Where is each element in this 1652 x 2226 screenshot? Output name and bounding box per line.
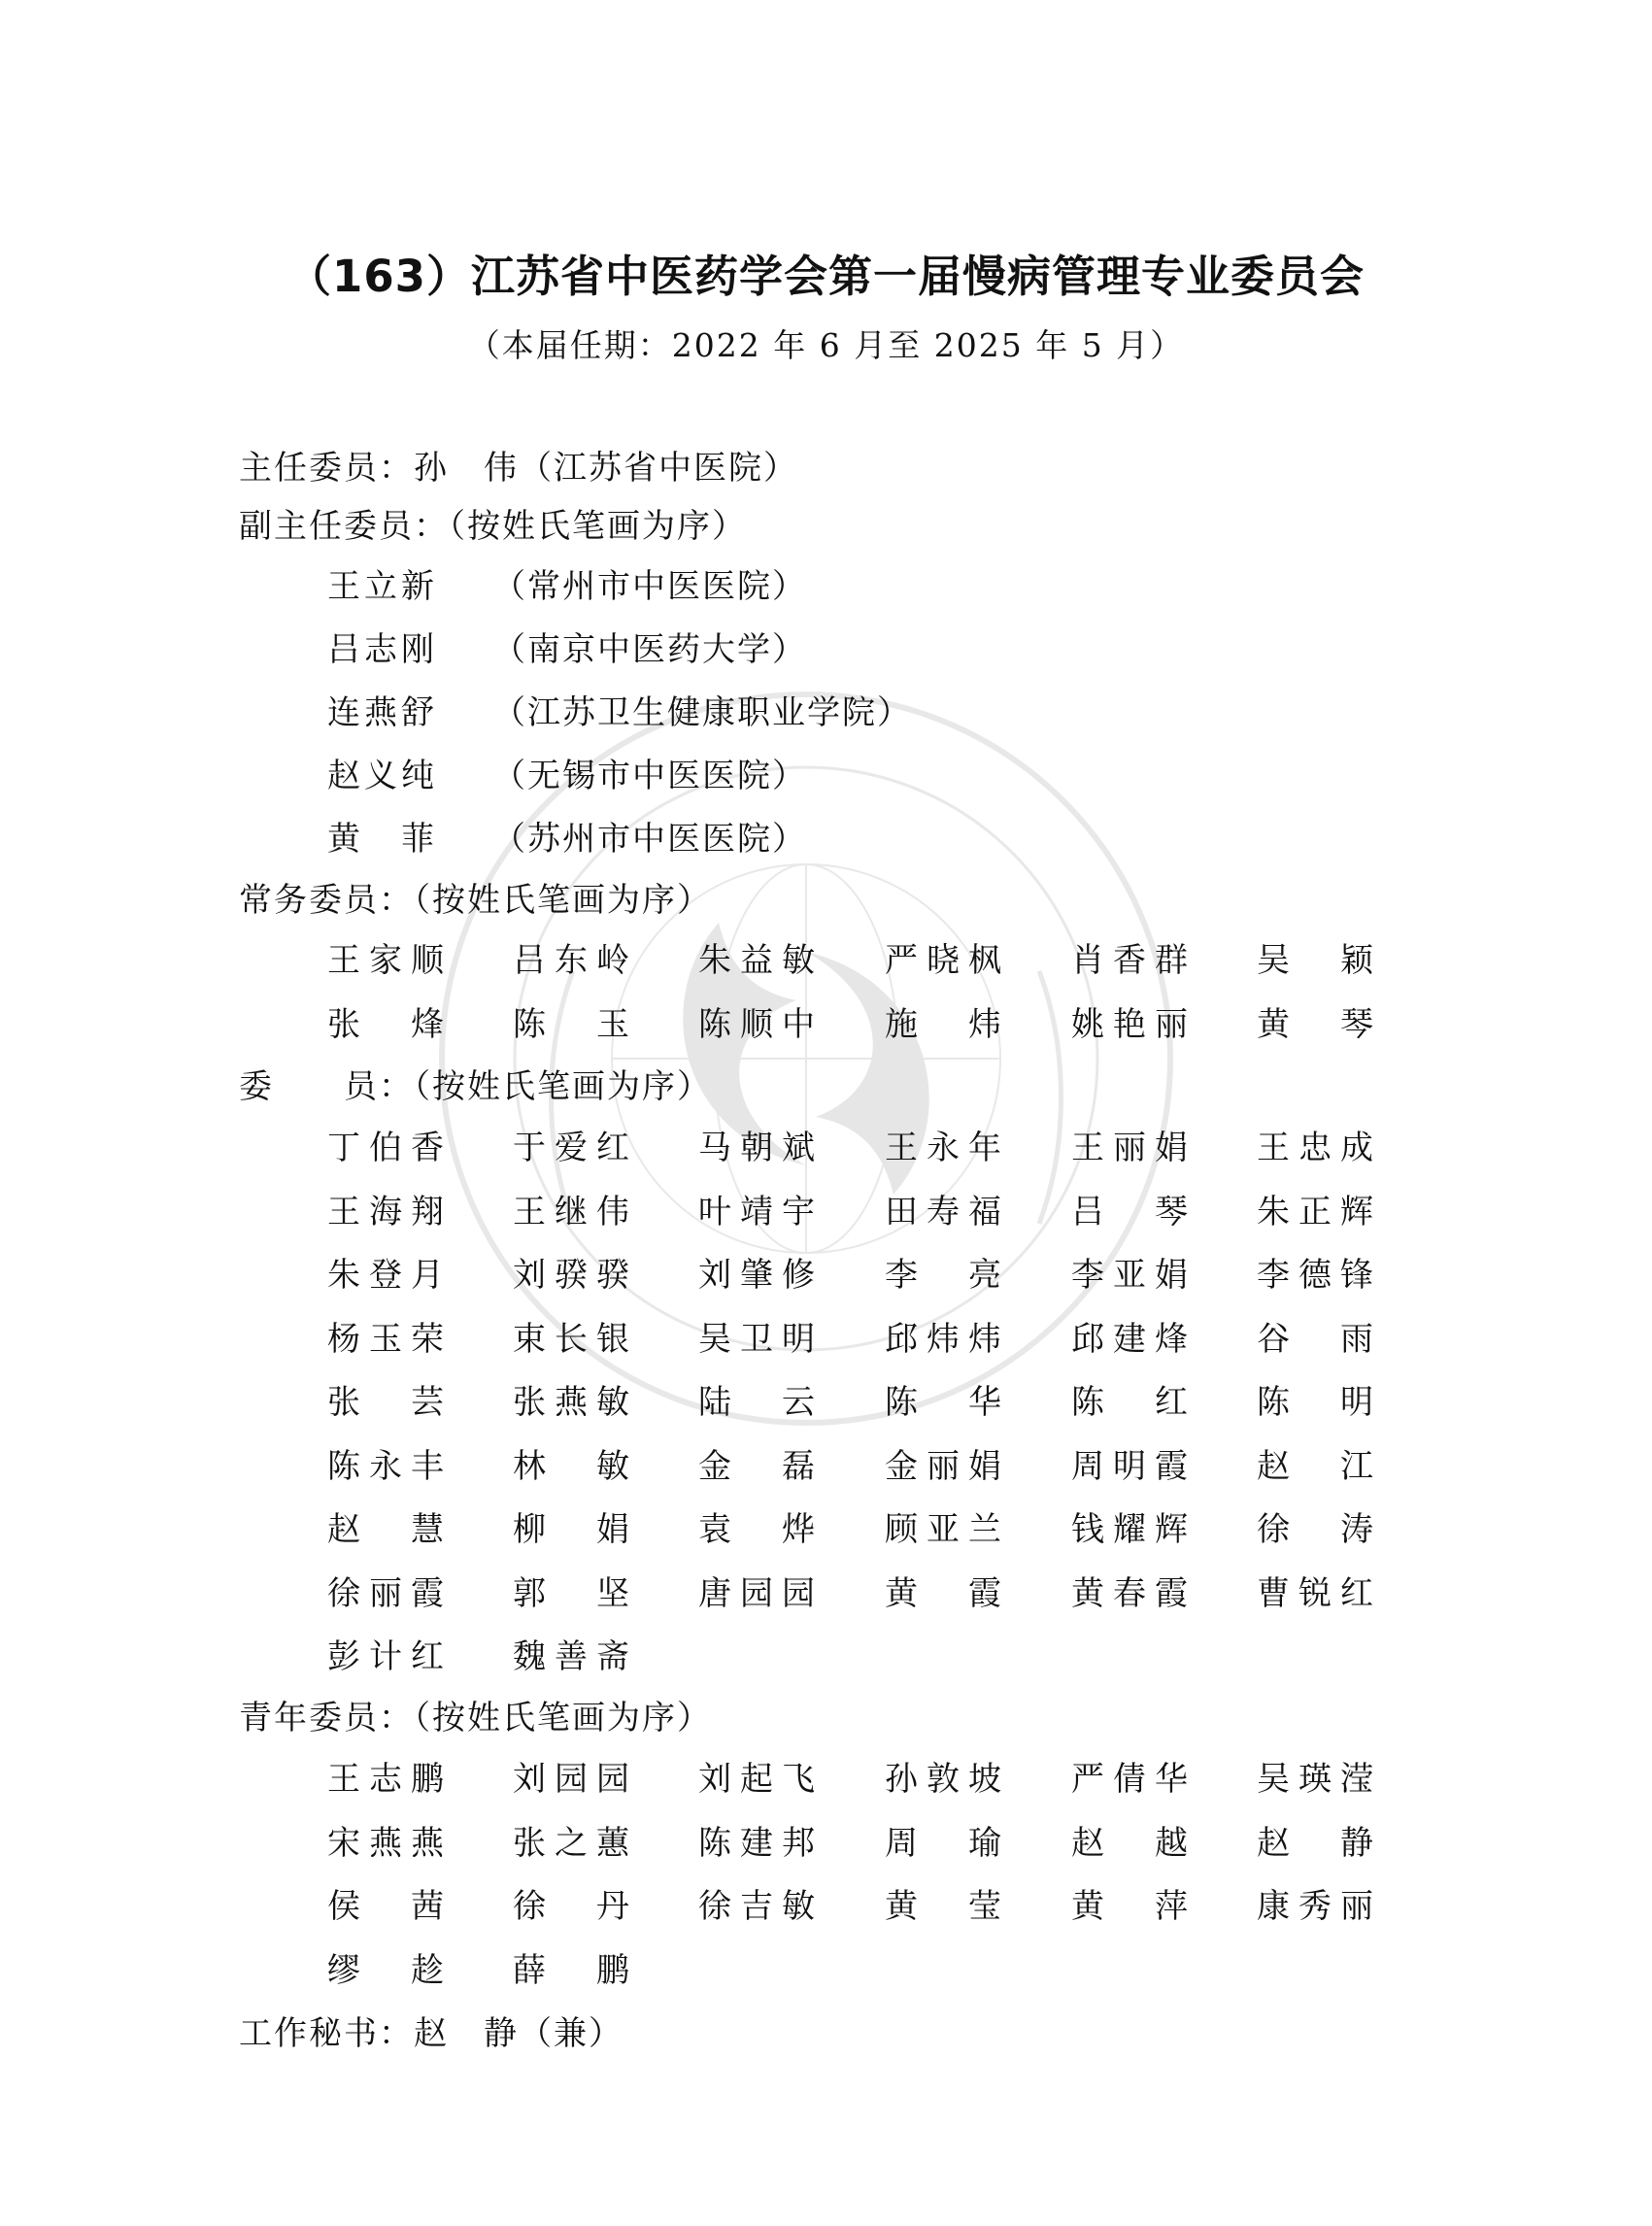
member-name: 张 烽 <box>327 1004 444 1044</box>
vice-directors-label: 副主任委员：（按姓氏笔画为序） <box>239 507 747 546</box>
member-name: 黄 春 霞 <box>1071 1573 1188 1613</box>
member-name: 王 海 翔 <box>327 1192 444 1231</box>
member-name: 刘 肇 修 <box>698 1256 815 1295</box>
member-name: 吕 东 岭 <box>513 941 629 980</box>
member-name: 金 丽 娟 <box>885 1446 1001 1486</box>
member-name: 薛 鹏 <box>513 1950 629 1990</box>
name-row <box>327 1885 1396 1949</box>
member-name: 严 晓 枫 <box>885 941 1001 980</box>
vice-director-name: 连燕舒 <box>327 693 438 732</box>
vice-director-row <box>327 691 912 734</box>
member-name: 朱 益 敏 <box>698 941 815 980</box>
member-name: 彭 计 红 <box>327 1637 444 1676</box>
member-name: 陈 华 <box>885 1383 1001 1422</box>
vice-director-org: （常州市中医医院） <box>492 567 807 606</box>
member-name: 林 敏 <box>513 1446 629 1486</box>
member-name: 赵 静 <box>1257 1823 1373 1863</box>
member-name: 金 磊 <box>698 1446 815 1486</box>
member-name: 张 芸 <box>327 1383 444 1422</box>
member-name: 赵 越 <box>1071 1823 1188 1863</box>
member-name: 李 亮 <box>885 1256 1001 1295</box>
member-name: 袁 烨 <box>698 1510 815 1549</box>
member-name: 柳 娟 <box>513 1510 629 1549</box>
vice-director-org: （无锡市中医医院） <box>492 757 807 795</box>
member-name: 周 瑜 <box>885 1823 1001 1863</box>
member-name: 陈 明 <box>1257 1383 1373 1422</box>
name-row <box>327 1445 1396 1509</box>
member-name: 陆 云 <box>698 1383 815 1422</box>
name-row <box>327 1949 1396 2013</box>
youth-members-grid <box>327 1758 1396 2012</box>
member-name: 周 明 霞 <box>1071 1446 1188 1486</box>
member-name: 王 忠 成 <box>1257 1129 1373 1167</box>
member-name: 王 继 伟 <box>513 1192 629 1231</box>
member-name: 黄 琴 <box>1257 1004 1373 1044</box>
member-name: 吴 瑛 滢 <box>1257 1760 1373 1799</box>
member-name: 张 之 蕙 <box>513 1823 629 1863</box>
members-grid <box>327 1127 1396 1700</box>
member-name: 黄 莹 <box>885 1887 1001 1926</box>
member-name: 杨 玉 荣 <box>327 1319 444 1359</box>
member-name: 刘 起 飞 <box>698 1760 815 1799</box>
member-name: 郭 坚 <box>513 1573 629 1613</box>
vice-director-name: 王立新 <box>327 567 438 606</box>
member-name: 宋 燕 燕 <box>327 1823 444 1863</box>
name-row <box>327 1758 1396 1822</box>
name-row <box>327 1254 1396 1318</box>
member-name: 王 志 鹏 <box>327 1760 444 1799</box>
youth-members-label: 青年委员：（按姓氏笔画为序） <box>239 1699 712 1737</box>
name-row <box>327 1572 1396 1636</box>
director-name: 孙 伟 <box>414 449 519 488</box>
member-name: 徐 丹 <box>513 1887 629 1926</box>
name-row <box>327 1191 1396 1255</box>
member-name: 谷 雨 <box>1257 1319 1373 1359</box>
member-name: 陈 顺 中 <box>698 1004 815 1044</box>
member-name: 吴 颖 <box>1257 941 1373 980</box>
standing-members-label: 常务委员：（按姓氏笔画为序） <box>239 881 712 920</box>
member-name: 李 亚 娟 <box>1071 1256 1188 1295</box>
member-name: 徐 吉 敏 <box>698 1887 815 1926</box>
name-row <box>327 1318 1396 1382</box>
member-name: 于 爱 红 <box>513 1129 629 1167</box>
vice-director-row <box>327 565 807 608</box>
member-name: 陈 建 邦 <box>698 1823 815 1863</box>
member-name: 李 德 锋 <box>1257 1256 1373 1295</box>
member-name: 黄 萍 <box>1071 1887 1188 1926</box>
member-name: 田 寿 福 <box>885 1192 1001 1231</box>
member-name: 吕 琴 <box>1071 1192 1188 1231</box>
member-name: 刘 园 园 <box>513 1760 629 1799</box>
member-name: 王 永 年 <box>885 1129 1001 1167</box>
name-row <box>327 939 1396 1003</box>
member-name: 叶 靖 宇 <box>698 1192 815 1231</box>
member-name: 严 倩 华 <box>1071 1760 1188 1799</box>
term-subtitle: （本届任期：2022 年 6 月至 2025 年 5 月） <box>467 326 1185 364</box>
name-row <box>327 1636 1396 1700</box>
vice-director-name: 吕志刚 <box>327 630 438 669</box>
member-name: 王 家 顺 <box>327 941 444 980</box>
member-name: 王 丽 娟 <box>1071 1129 1188 1167</box>
member-name: 束 长 银 <box>513 1319 629 1359</box>
member-name: 朱 正 辉 <box>1257 1192 1373 1231</box>
member-name: 丁 伯 香 <box>327 1129 444 1167</box>
member-name: 邱 炜 炜 <box>885 1319 1001 1359</box>
member-name: 陈 永 丰 <box>327 1446 444 1486</box>
vice-director-org: （江苏卫生健康职业学院） <box>492 693 912 732</box>
member-name: 钱 耀 辉 <box>1071 1510 1188 1549</box>
member-name: 陈 红 <box>1071 1383 1188 1422</box>
member-name: 邱 建 烽 <box>1071 1319 1188 1359</box>
name-row <box>327 1003 1396 1067</box>
member-name: 徐 丽 霞 <box>327 1573 444 1613</box>
name-row <box>327 1508 1396 1572</box>
member-name: 曹 锐 红 <box>1257 1573 1373 1613</box>
standing-members-grid <box>327 939 1396 1066</box>
name-row <box>327 1127 1396 1191</box>
member-name: 魏 善 斋 <box>513 1637 629 1676</box>
member-name: 朱 登 月 <box>327 1256 444 1295</box>
member-name: 马 朝 斌 <box>698 1129 815 1167</box>
document-title: （163）江苏省中医药学会第一届慢病管理专业委员会 <box>287 251 1365 302</box>
member-name: 孙 敦 坡 <box>885 1760 1001 1799</box>
member-name: 顾 亚 兰 <box>885 1510 1001 1549</box>
member-name: 徐 涛 <box>1257 1510 1373 1549</box>
secretary-line <box>239 2012 624 2055</box>
member-name: 陈 玉 <box>513 1004 629 1044</box>
vice-director-org: （南京中医药大学） <box>492 630 807 669</box>
member-name: 张 燕 敏 <box>513 1383 629 1422</box>
secretary-name: 赵 静 <box>414 2014 519 2053</box>
director-label: 主任委员： <box>239 449 414 488</box>
director-org: （江苏省中医院） <box>519 449 798 488</box>
member-name: 刘 骙 骙 <box>513 1256 629 1295</box>
secretary-label: 工作秘书： <box>239 2014 414 2053</box>
member-name: 赵 江 <box>1257 1446 1373 1486</box>
member-name: 缪 趁 <box>327 1950 444 1990</box>
vice-director-name: 黄 菲 <box>327 820 438 859</box>
member-name: 侯 茜 <box>327 1887 444 1926</box>
member-name: 姚 艳 丽 <box>1071 1004 1188 1044</box>
member-name: 唐 园 园 <box>698 1573 815 1613</box>
vice-director-row <box>327 628 807 671</box>
vice-director-row <box>327 818 807 860</box>
secretary-note: （兼） <box>519 2014 624 2053</box>
member-name: 吴 卫 明 <box>698 1319 815 1359</box>
director-line <box>239 447 798 489</box>
member-name: 施 炜 <box>885 1004 1001 1044</box>
vice-director-name: 赵义纯 <box>327 757 438 795</box>
members-label: 委 员：（按姓氏笔画为序） <box>239 1067 712 1106</box>
member-name: 康 秀 丽 <box>1257 1887 1373 1926</box>
member-name: 黄 霞 <box>885 1573 1001 1613</box>
member-name: 肖 香 群 <box>1071 941 1188 980</box>
name-row <box>327 1381 1396 1445</box>
vice-director-org: （苏州市中医医院） <box>492 820 807 859</box>
name-row <box>327 1822 1396 1886</box>
member-name: 赵 慧 <box>327 1510 444 1549</box>
vice-director-row <box>327 755 807 797</box>
